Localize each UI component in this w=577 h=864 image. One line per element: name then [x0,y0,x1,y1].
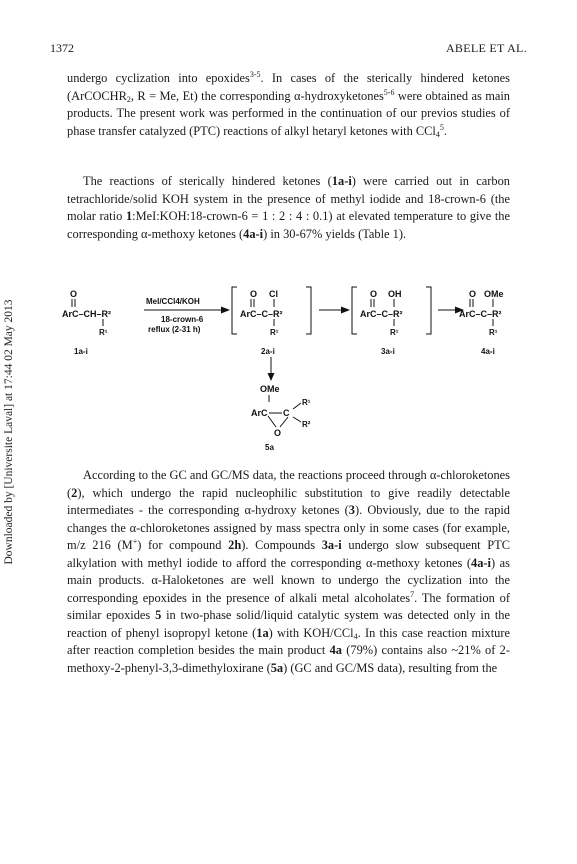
reaction-scheme [60,270,520,450]
scheme-reagent-bottom-2: reflux (2-31 h) [148,325,201,334]
scheme-reagent-top: MeI/CCl4/KOH [146,297,200,306]
paragraph-2: The reactions of sterically hindered ketones (1a-i) were carried out in carbon tetrachloride/solid KOH system in the presence of methyl iodide and 18-crown-6 (the molar ratio 1:MeI:KOH:18-crown-6 = 1 : 2 : 4 : 0.1) at elevated temperature to give the corresponding α-methoxy ketones (4a-i) in 30-67% yields (Table 1). [67,174,510,241]
paragraph-1: undergo cyclization into epoxides$^{3-5}$. In cases of the sterically hindered ketones (ArCOCHR$_2$, R = Me, Et) the corresponding α-hydroxyketones$^{5-6}$ were obtained as main products. The present work was performed in the continuation of our previos studies of phase transfer catalyzed (PTC) reactions of alkyl hetaryl ketones with CCl$_4^5$. [67,70,510,139]
scheme-r1-4: R¹ [489,328,498,337]
scheme-atom-o-2: O [250,289,258,299]
scheme-r1-2: R¹ [270,328,279,337]
scheme-label-5: 5a [265,443,274,450]
scheme-reagent-bottom-1: 18-crown-6 [161,315,204,324]
scheme-r1-3: R¹ [390,328,399,337]
scheme-atom-cl: Cl [269,289,278,299]
scheme-atom-o-1: O [70,289,78,299]
scheme-r1-5: R¹ [302,398,311,407]
scheme-compound-3: ArC–C–R² [360,309,403,319]
scheme-epoxide-o: O [274,428,282,438]
scheme-label-1: 1a-i [74,347,88,356]
scheme-r1-1: R¹ [99,328,108,337]
scheme-label-4: 4a-i [481,347,495,356]
download-watermark-text: Downloaded by [Universite Laval] at 17:44 02 May 2013 [3,299,15,565]
download-watermark [0,0,18,864]
page-number: 1372 [50,41,74,55]
scheme-label-2: 2a-i [261,347,275,356]
scheme-atom-oh: OH [388,289,402,299]
scheme-epoxide-arc: ArC [251,408,268,418]
scheme-atom-o-3: O [370,289,378,299]
scheme-epoxide-c: C [283,408,290,418]
scheme-label-3: 3a-i [381,347,395,356]
scheme-atom-ome-5: OMe [260,384,280,394]
scheme-r2-5: R² [302,420,311,429]
scheme-compound-1: ArC–CH–R² [62,309,112,319]
running-header: ABELE ET AL. [445,41,527,55]
scheme-compound-2: ArC–C–R² [240,309,283,319]
scheme-compound-4: ArC–C–R² [459,309,502,319]
scheme-atom-o-4: O [469,289,477,299]
reaction-scheme-svg [60,270,520,450]
paragraph-3: According to the GC and GC/MS data, the reactions proceed through α-chloroketones (2), which undergo the rapid nucleophilic substitution to give readily detectable intermediates - the corresponding α-hydroxy ketones (3). Obviously, due to the rapid changes the α-chloroketones assigned by mass spectra only in some cases (for example, m/z 216 (M+) for compound 2h). Compounds 3a-i undergo slow subsequent PTC alkylation with methyl iodide to afford the corresponding α-methoxy ketones (4a-i) as main products. α-Haloketones are well known to undergo the cyclization into the corresponding epoxides in the presence of alkali metal alcoholates$^7$. The formation of similar epoxides 5 in two-phase solid/liquid catalytic system was detected only in the reaction of phenyl isopropyl ketone (1a) with KOH/CCl$_4$. In this case reaction mixture after reaction completion besides the main product 4a (79%) contains also ~21% of 2-methoxy-2-phenyl-3,3-dimethyloxirane (5a) (GC and GC/MS data), resulting from the [67,468,511,675]
scheme-atom-ome-4: OMe [484,289,504,299]
